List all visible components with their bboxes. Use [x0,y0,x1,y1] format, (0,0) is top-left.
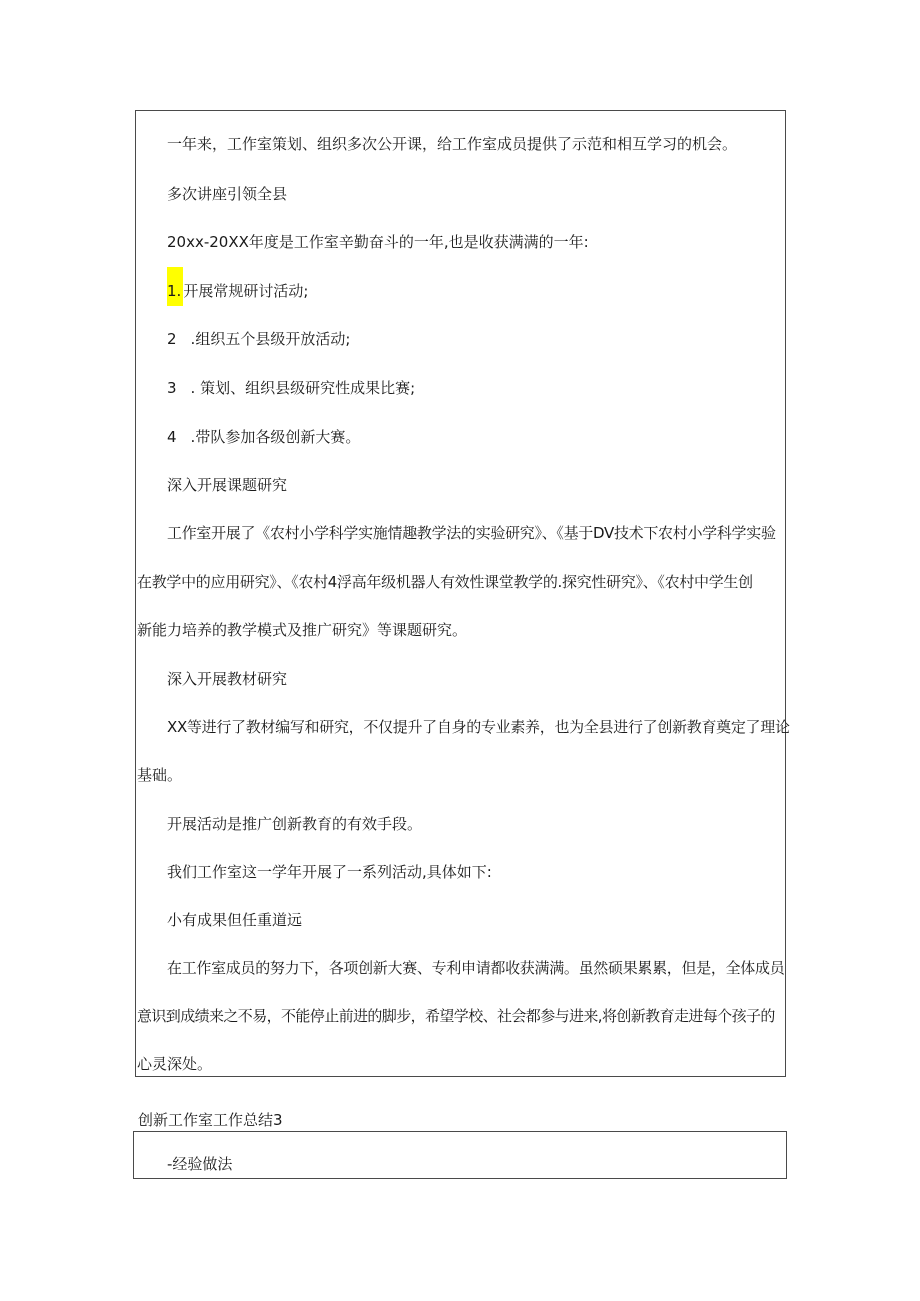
content-box-1 [135,110,786,1077]
heading-textbook: 深入开展教材研究 [167,670,288,688]
heading-lectures: 多次讲座引领全县 [167,185,288,203]
paragraph-results-line-3: 心灵深处。 [137,1055,213,1073]
list-item-1 [167,281,308,306]
paragraph-series: 我们工作室这一学年开展了一系列活动,具体如下: [167,863,492,881]
paragraph-topics-line-2: 在教学中的应用研究》、《农村4浮高年级机器人有效性课堂教学的.探究性研究》、《农村中学生创 [137,573,753,591]
heading-topics: 深入开展课题研究 [167,476,288,494]
list-item-2 [167,329,350,349]
paragraph-textbook-line-1: XX等进行了教材编写和研究，不仅提升了自身的专业素养，也为全县进行了创新教育奠定了理论 [167,718,790,736]
heading-experience: -经验做法 [167,1155,233,1173]
list-item-2-text: .组织五个县级开放活动; [190,330,351,348]
list-item-3 [167,378,415,398]
list-item-3-text: . 策划、组织县级研究性成果比赛; [190,379,416,397]
paragraph-textbook-line-2: 基础。 [137,766,183,784]
list-item-4 [167,427,360,447]
list-item-2-number: 2 [167,330,177,348]
highlight-number-1: 1. [167,267,183,306]
paragraph-topics-line-3: 新能力培养的教学模式及推广研究》等课题研究。 [137,621,468,639]
paragraph-year: 20xx-20XX年度是工作室辛勤奋斗的一年,也是收获满满的一年: [167,233,589,251]
heading-results: 小有成果但任重道远 [167,911,303,929]
section-caption: 创新工作室工作总结3 [138,1111,283,1129]
paragraph-results-line-2: 意识到成绩来之不易，不能停止前进的脚步，希望学校、社会都参与进来,将创新教育走进每个孩子的 [137,1007,775,1025]
paragraph-topics-line-1: 工作室开展了《农村小学科学实施情趣教学法的实验研究》、《基于DV技术下农村小学科学实验 [167,524,776,542]
list-item-1-text: 开展常规研讨活动; [183,282,309,300]
paragraph-results-line-1: 在工作室成员的努力下，各项创新大赛、专利申请都收获满满。虽然硕果累累，但是，全体成员 [167,959,785,977]
list-item-4-text: .带队参加各级创新大赛。 [190,428,361,446]
list-item-4-number: 4 [167,428,177,446]
list-item-3-number: 3 [167,379,177,397]
paragraph-activity: 开展活动是推广创新教育的有效手段。 [167,815,423,833]
paragraph-intro: 一年来，工作室策划、组织多次公开课，给工作室成员提供了示范和相互学习的机会。 [167,135,738,153]
